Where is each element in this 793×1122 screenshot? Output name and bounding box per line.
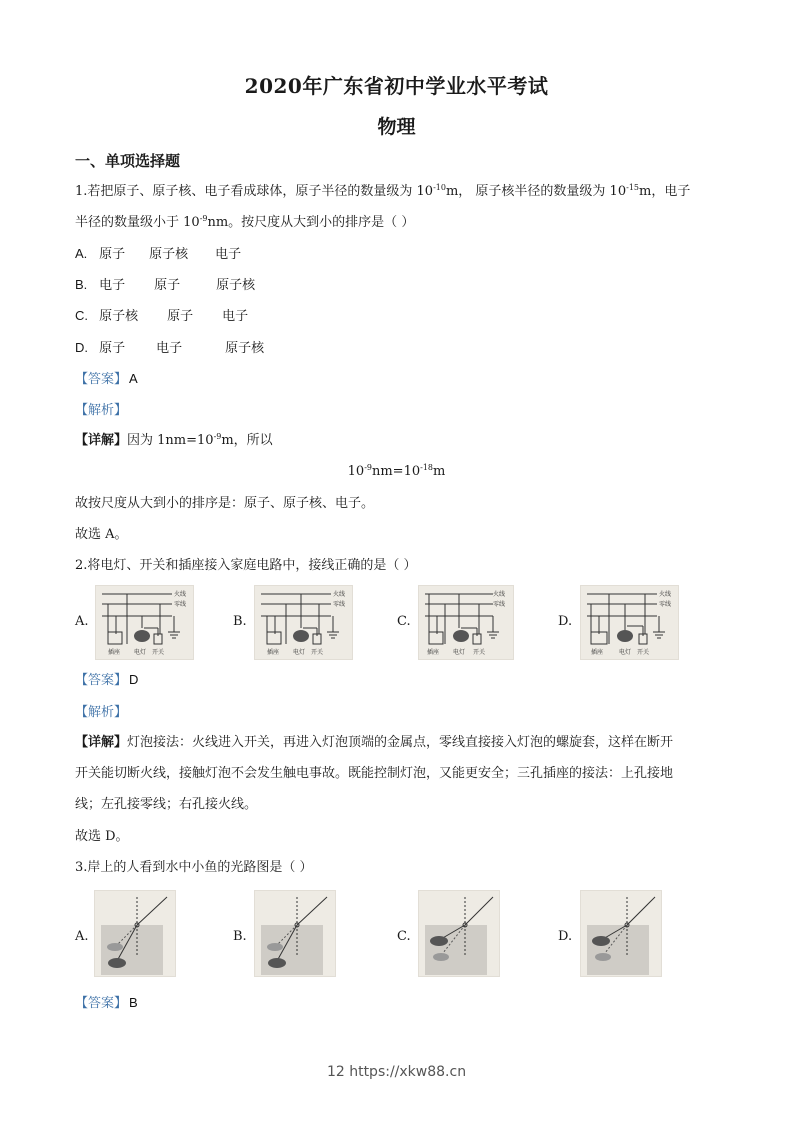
svg-text:零线: 零线 [493, 601, 506, 608]
light-path-diagram-icon [255, 891, 335, 976]
q1-analysis-tag: 【解析】 [75, 402, 128, 417]
circuit-diagram-icon [419, 586, 513, 659]
q2-fig-b-label: B. [233, 614, 247, 629]
svg-text:开关: 开关 [152, 649, 165, 656]
q2-fig-d-label: D. [558, 614, 573, 629]
q1-option-d: D. 原子 电子 原子核 [75, 340, 265, 356]
svg-text:插座: 插座 [427, 649, 440, 656]
q2-analysis-tag: 【解析】 [75, 704, 128, 719]
q2-detail-line2: 开关能切断火线，接触灯泡不会发生触电事故。既能控制灯泡，又能更安全；三孔插座的接法：上孔接地 [75, 766, 674, 781]
q1-option-a: A. 原子 原子核 电子 [75, 246, 242, 262]
document-title: 2020年广东省初中学业水平考试 [244, 74, 549, 98]
svg-text:开关: 开关 [637, 649, 650, 656]
q3-optics-figure-b [254, 890, 336, 977]
svg-text:开关: 开关 [473, 649, 486, 656]
q1-answer: 【答案】 A [75, 371, 138, 386]
q1-conclusion: 故按尺度从大到小的排序是：原子、原子核、电子。 [75, 496, 375, 511]
circuit-diagram-icon [96, 586, 193, 659]
q3-fig-a-label: A. [75, 929, 89, 944]
subject-title: 物理 [377, 116, 416, 138]
svg-text:电灯: 电灯 [293, 649, 306, 656]
svg-text:零线: 零线 [659, 601, 672, 608]
svg-text:零线: 零线 [174, 601, 187, 608]
q2-stem: 2.将电灯、开关和插座接入家庭电路中，接线正确的是（ ） [75, 558, 417, 573]
light-path-diagram-icon [95, 891, 175, 976]
svg-text:火线: 火线 [493, 591, 506, 598]
q3-optics-figure-c [418, 890, 500, 977]
q1-choose: 故选 A。 [75, 527, 128, 542]
q3-fig-d-label: D. [558, 929, 573, 944]
svg-text:火线: 火线 [174, 591, 187, 598]
q3-optics-figure-d [580, 890, 662, 977]
svg-text:插座: 插座 [108, 649, 121, 656]
q1-detail: 【详解】因为 $1nm=10^{-9}m$，所以 [75, 432, 273, 448]
q3-stem: 3.岸上的人看到水中小鱼的光路图是（ ） [75, 860, 313, 875]
q1-stem-line1: 1.若把原子、原子核、电子看成球体，原子半径的数量级为 $10^{-10}m$， 原子核半径的数量级为 $10^{-15}m$，电子 [75, 183, 691, 199]
svg-text:电灯: 电灯 [453, 649, 466, 656]
q3-optics-figure-a [94, 890, 176, 977]
svg-text:零线: 零线 [333, 601, 346, 608]
q2-detail-line3: 线；左孔接零线；右孔接火线。 [75, 797, 258, 812]
q1-option-b: B. 电子 原子 原子核 [75, 277, 256, 293]
q2-circuit-figure-c [418, 585, 514, 660]
svg-text:火线: 火线 [333, 591, 346, 598]
q3-fig-b-label: B. [233, 929, 247, 944]
light-path-diagram-icon [581, 891, 661, 976]
svg-text:开关: 开关 [311, 649, 324, 656]
q2-fig-c-label: C. [397, 614, 411, 629]
q2-fig-a-label: A. [75, 614, 89, 629]
light-path-diagram-icon [419, 891, 499, 976]
q2-circuit-figure-a [95, 585, 194, 660]
q2-answer: 【答案】 D [75, 672, 139, 687]
q1-stem-line2: 半径的数量级小于 $10^{-9}nm$。按尺度从大到小的排序是（ ） [75, 214, 415, 230]
svg-text:插座: 插座 [591, 649, 604, 656]
q1-equation: $10^{-9}nm=10^{-18}m$ [347, 463, 446, 479]
q2-circuit-figure-b [254, 585, 353, 660]
q2-detail-line1: 【详解】灯泡接法：火线进入开关，再进入灯泡顶端的金属点，零线直接接入灯泡的螺旋套，这样在断开 [75, 735, 674, 750]
circuit-diagram-icon [581, 586, 678, 659]
q1-option-c: C. 原子核 原子 电子 [75, 308, 249, 324]
svg-text:插座: 插座 [267, 649, 280, 656]
q2-circuit-figure-d [580, 585, 679, 660]
q3-answer: 【答案】 B [75, 995, 138, 1010]
svg-text:火线: 火线 [659, 591, 672, 598]
circuit-diagram-icon [255, 586, 352, 659]
section-heading: 一、单项选择题 [75, 152, 181, 170]
page-footer: 12 https://xkw88.cn [326, 1064, 467, 1080]
q3-fig-c-label: C. [397, 929, 411, 944]
q2-choose: 故选 D。 [75, 829, 129, 844]
svg-text:电灯: 电灯 [134, 649, 147, 656]
svg-text:电灯: 电灯 [619, 649, 632, 656]
